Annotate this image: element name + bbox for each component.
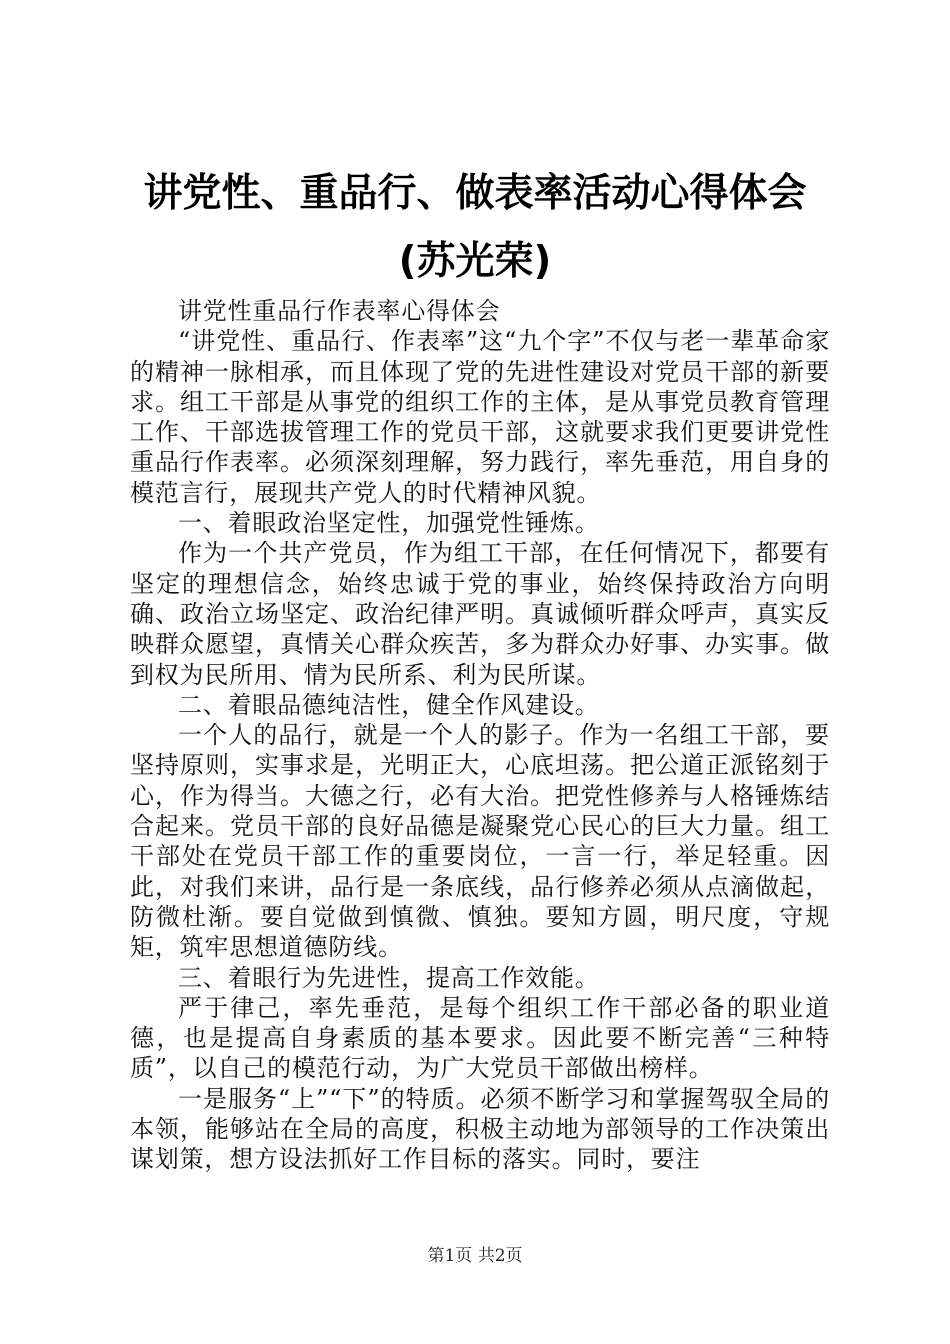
- section-paragraph-2: 一个人的品行，就是一个人的影子。作为一名组工干部，要坚持原则，实事求是，光明正大，心底坦荡。把公道正派铭刻于心，作为得当。大德之行，必有大治。把党性修养与人格锤炼结合起来。党员干部的良好品德是凝聚党心民心的巨大力量。组工干部处在党员干部工作的重要岗位，一言一行，举足轻重。因此，对我们来讲，品行是一条底线，品行修养必须从点滴做起，防微杜渐。要自觉做到慎微、慎独。要知方圆，明尺度，守规矩，筑牢思想道德防线。: [130, 721, 830, 962]
- page-number-footer: 第1页 共2页: [427, 1246, 523, 1266]
- document-body: [130, 296, 830, 1175]
- section-heading-3: 三、着眼行为先进性，提高工作效能。: [178, 963, 600, 992]
- section-heading-2: 二、着眼品德纯洁性，健全作风建设。: [178, 690, 600, 719]
- section-heading-1: 一、着眼政治坚定性，加强党性锤炼。: [178, 509, 600, 538]
- section-paragraph-4: 一是服务“上”“下”的特质。必须不断学习和掌握驾驭全局的本领，能够站在全局的高度，积极主动地为部领导的工作决策出谋划策，想方设法抓好工作目标的落实。同时，要注: [130, 1084, 830, 1174]
- document-title: 讲党性、重品行、做表率活动心得体会(苏光荣): [143, 171, 807, 284]
- subtitle-paragraph: 讲党性重品行作表率心得体会: [178, 297, 501, 325]
- section-paragraph-3: 严于律己，率先垂范，是每个组织工作干部必备的职业道德，也是提高自身素质的基本要求。因此要不断完善“三种特质”，以自己的模范行动，为广大党员干部做出榜样。: [130, 993, 830, 1083]
- intro-paragraph: “讲党性、重品行、作表率”这“九个字”不仅与老一辈革命家的精神一脉相承，而且体现了党的先进性建设对党员干部的新要求。组工干部是从事党的组织工作的主体，是从事党员教育管理工作、干部选拔管理工作的党员干部，这就要求我们更要讲党性重品行作表率。必须深刻理解，努力践行，率先垂范，用自身的模范言行，展现共产党人的时代精神风貌。: [130, 327, 830, 507]
- section-paragraph-1: 作为一个共产党员，作为组工干部，在任何情况下，都要有坚定的理想信念，始终忠诚于党的事业，始终保持政治方向明确、政治立场坚定、政治纪律严明。真诚倾听群众呼声，真实反映群众愿望，真情关心群众疾苦，多为群众办好事、办实事。做到权为民所用、情为民所系、利为民所谋。: [130, 539, 830, 689]
